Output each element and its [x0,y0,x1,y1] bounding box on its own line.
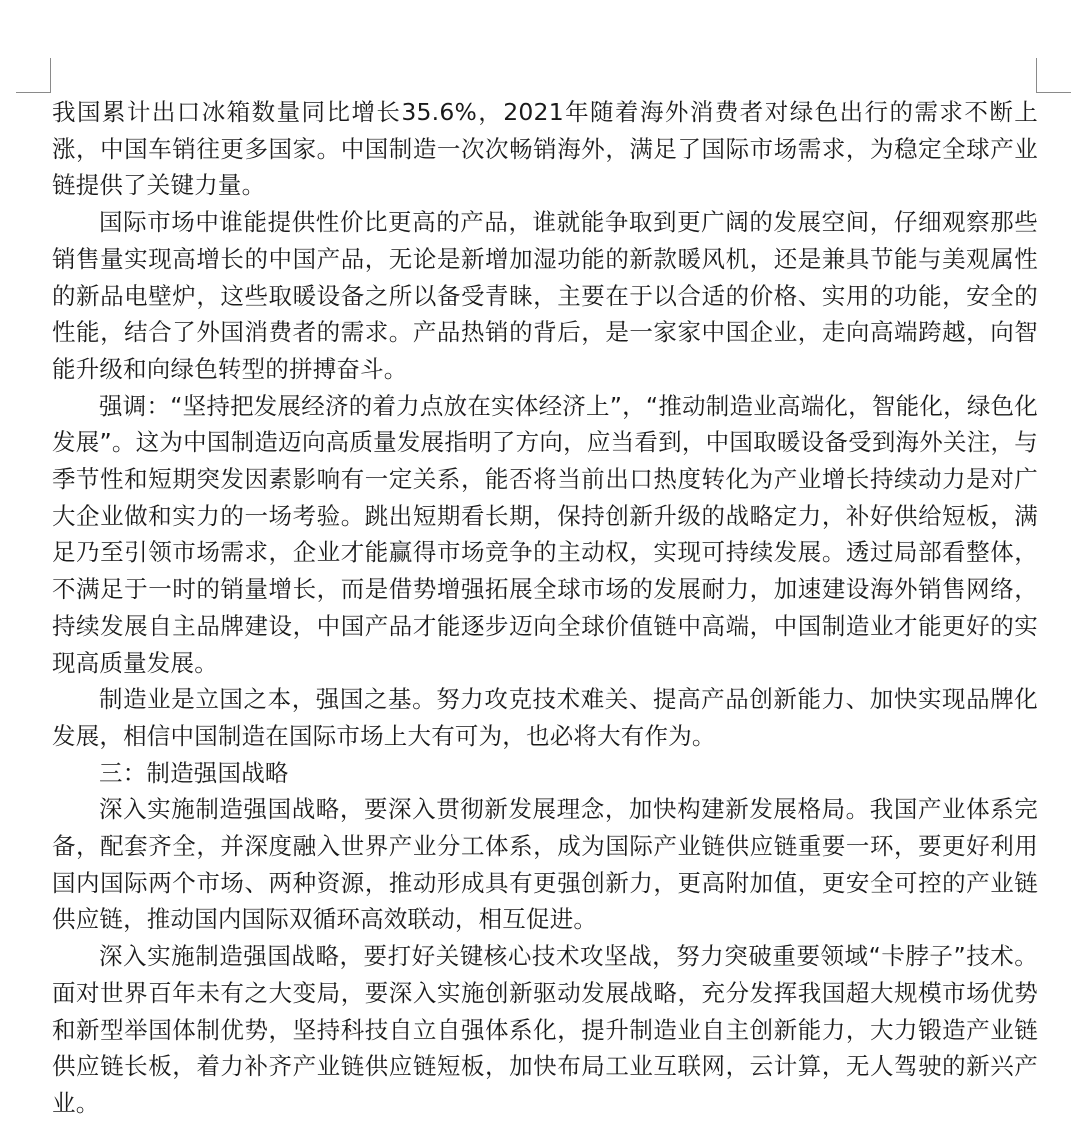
section-heading: 三：制造强国战略 [99,758,289,787]
paragraph-strategy-new-pattern: 深入实施制造强国战略，要深入贯彻新发展理念，加快构建新发展格局。我国产业体系完备，配套齐全，并深度融入世界产业分工体系，成为国际产业链供应链重要一环，要更好利用国内国际两个市场、两种资源，推动形成具有更强创新力，更高附加值，更安全可控的产业链供应链，推动国内国际双循环高效联动，相互促进。 [52,795,1038,934]
paragraph-manufacturing-foundation: 制造业是立国之本，强国之基。努力攻克技术难关、提高产品创新能力、加快实现品牌化发展，相信中国制造在国际市场上大有可为，也必将大有作为。 [52,685,1038,750]
paragraph-strategy-core-tech: 深入实施制造强国战略，要打好关键核心技术攻坚战，努力突破重要领域“卡脖子”技术。面对世界百年未有之大变局，要深入实施创新驱动发展战略，充分发挥我国超大规模市场优势和新型举国体制优势，坚持科技自立自强体系化，提升制造业自主创新能力，大力锻造产业链供应链长板，着力补齐产业链供应链短板，加快布局工业互联网，云计算，无人驾驶的新兴产业。 [52,942,1038,1117]
document-body [52,94,1038,1122]
paragraph-continuation: 我国累计出口冰箱数量同比增长35.6%，2021年随着海外消费者对绿色出行的需求不断上涨，中国车销往更多国家。中国制造一次次畅销海外，满足了国际市场需求，为稳定全球产业链提供了关键力量。 [52,98,1038,200]
paragraph-international-market: 国际市场中谁能提供性价比更高的产品，谁就能争取到更广阔的发展空间，仔细观察那些销售量实现高增长的中国产品，无论是新增加湿功能的新款暖风机，还是兼具节能与美观属性的新品电壁炉，这些取暖设备之所以备受青睐，主要在于以合适的价格、实用的功能，安全的性能，结合了外国消费者的需求。产品热销的背后，是一家家中国企业，走向高端跨越，向智能升级和向绿色转型的拼搏奋斗。 [52,208,1038,383]
paragraph-emphasis: 强调：“坚持把发展经济的着力点放在实体经济上”，“推动制造业高端化，智能化，绿色化发展”。这为中国制造迈向高质量发展指明了方向，应当看到，中国取暖设备受到海外关注，与季节性和短期突发因素影响有一定关系，能否将当前出口热度转化为产业增长持续动力是对广大企业做和实力的一场考验。跳出短期看长期，保持创新升级的战略定力，补好供给短板，满足乃至引领市场需求，企业才能赢得市场竞争的主动权，实现可持续发展。透过局部看整体，不满足于一时的销量增长，而是借势增强拓展全球市场的发展耐力，加速建设海外销售网络，持续发展自主品牌建设，中国产品才能逐步迈向全球价值链中高端，中国制造业才能更好的实现高质量发展。 [52,391,1038,677]
top-right-margin-marker [1036,58,1071,93]
top-left-margin-marker [16,58,51,93]
